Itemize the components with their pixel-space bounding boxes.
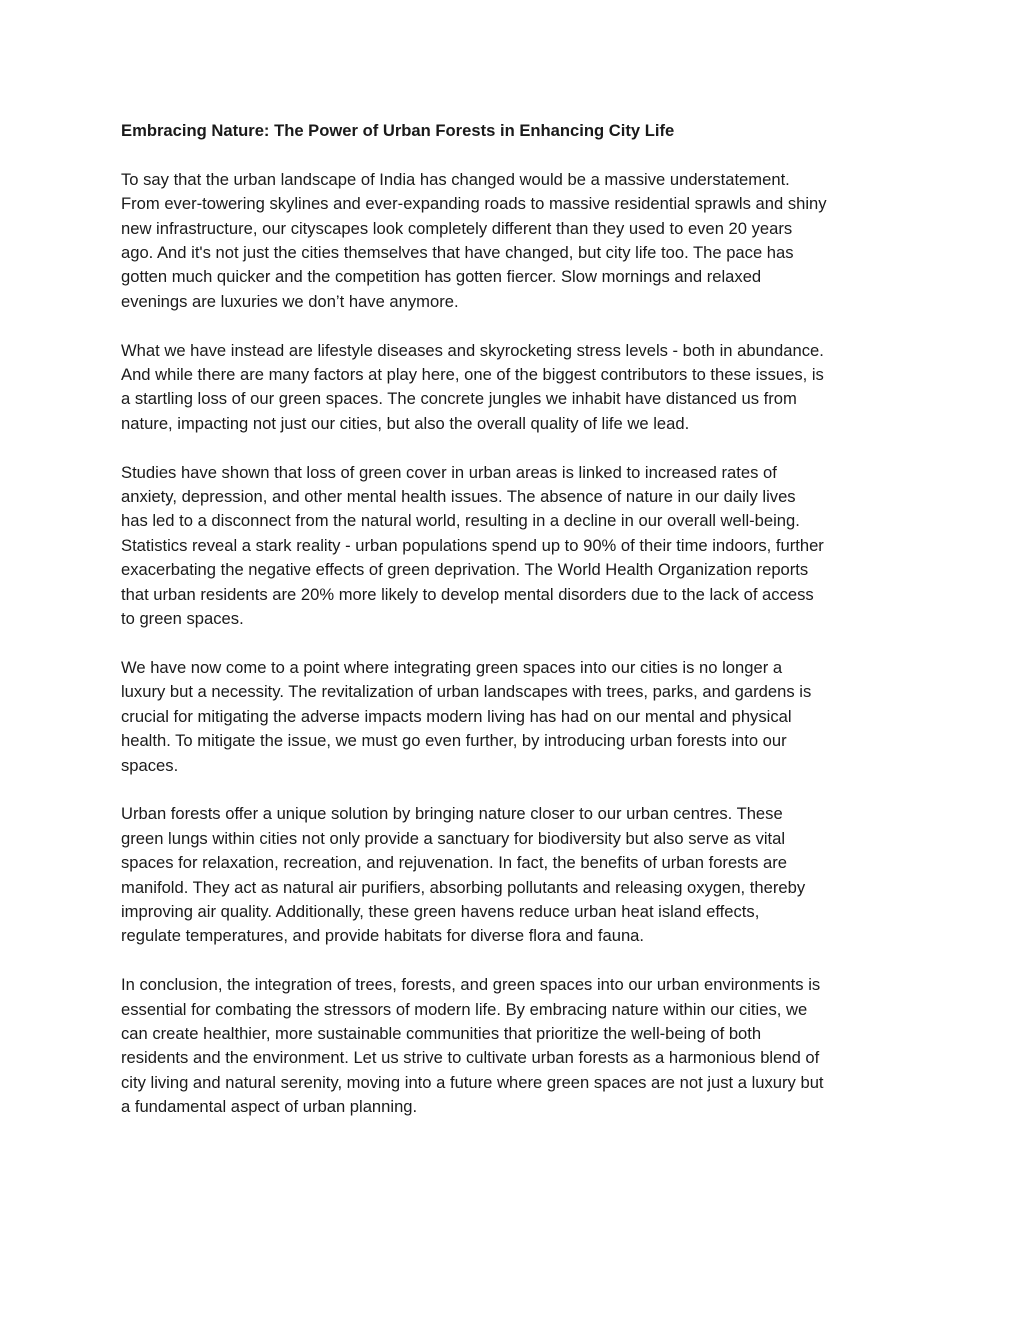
- paragraph-line: that urban residents are 20% more likely to develop mental disorders due to the lack of access: [121, 584, 814, 604]
- paragraph-line: spaces for relaxation, recreation, and rejuvenation. In fact, the benefits of urban forests are: [121, 853, 787, 873]
- paragraph-line: Statistics reveal a stark reality - urban populations spend up to 90% of their time indoors, further: [121, 535, 824, 555]
- paragraph-line: Urban forests offer a unique solution by bringing nature closer to our urban centres. These: [121, 804, 783, 824]
- paragraph-line: In conclusion, the integration of trees, forests, and green spaces into our urban environments is: [121, 975, 821, 995]
- document-title: Embracing Nature: The Power of Urban Forests in Enhancing City Life: [121, 121, 675, 140]
- document-page: [121, 119, 911, 1144]
- paragraph-line: nature, impacting not just our cities, but also the overall quality of life we lead.: [121, 413, 690, 433]
- body-paragraph: [121, 461, 911, 632]
- paragraph-line: evenings are luxuries we don’t have anymore.: [121, 291, 459, 311]
- document-body: [121, 168, 911, 1120]
- paragraph-line: Studies have shown that loss of green cover in urban areas is linked to increased rates of: [121, 462, 777, 482]
- paragraph-line: manifold. They act as natural air purifiers, absorbing pollutants and releasing oxygen, thereby: [121, 877, 806, 897]
- paragraph-line: a startling loss of our green spaces. The concrete jungles we inhabit have distanced us from: [121, 389, 797, 409]
- paragraph-line: We have now come to a point where integrating green spaces into our cities is no longer a: [121, 657, 783, 677]
- paragraph-line: anxiety, depression, and other mental health issues. The absence of nature in our daily lives: [121, 487, 796, 507]
- paragraph-line: regulate temperatures, and provide habitats for diverse flora and fauna.: [121, 926, 645, 946]
- body-paragraph: [121, 656, 911, 778]
- paragraph-line: To say that the urban landscape of India has changed would be a massive understatement.: [121, 169, 790, 189]
- paragraph-line: has led to a disconnect from the natural world, resulting in a decline in our overall well-being.: [121, 511, 800, 531]
- paragraph-line: And while there are many factors at play here, one of the biggest contributors to these issues, is: [121, 365, 824, 385]
- paragraph-line: new infrastructure, our cityscapes look completely different than they used to even 20 years: [121, 218, 793, 238]
- paragraph-line: What we have instead are lifestyle diseases and skyrocketing stress levels - both in abundance.: [121, 340, 824, 360]
- body-paragraph: [121, 168, 911, 314]
- paragraph-line: residents and the environment. Let us strive to cultivate urban forests as a harmonious blend of: [121, 1048, 820, 1068]
- paragraph-line: can create healthier, more sustainable communities that prioritize the well-being of both: [121, 1023, 762, 1043]
- paragraph-line: gotten much quicker and the competition has gotten fiercer. Slow mornings and relaxed: [121, 267, 762, 287]
- paragraph-line: spaces.: [121, 755, 179, 775]
- paragraph-line: luxury but a necessity. The revitalization of urban landscapes with trees, parks, and gardens is: [121, 682, 812, 702]
- paragraph-line: to green spaces.: [121, 609, 244, 629]
- paragraph-line: green lungs within cities not only provide a sanctuary for biodiversity but also serve as vital: [121, 828, 786, 848]
- body-paragraph: [121, 802, 911, 948]
- paragraph-line: From ever-towering skylines and ever-expanding roads to massive residential sprawls and shiny: [121, 194, 827, 214]
- paragraph-line: exacerbating the negative effects of green deprivation. The World Health Organization reports: [121, 560, 809, 580]
- paragraph-line: essential for combating the stressors of modern life. By embracing nature within our cities, we: [121, 999, 808, 1019]
- paragraph-line: ago. And it's not just the cities themselves that have changed, but city life too. The pace has: [121, 243, 794, 263]
- paragraph-line: improving air quality. Additionally, these green havens reduce urban heat island effects,: [121, 901, 760, 921]
- paragraph-line: crucial for mitigating the adverse impacts modern living has had on our mental and physical: [121, 706, 792, 726]
- body-paragraph: [121, 973, 911, 1119]
- paragraph-line: a fundamental aspect of urban planning.: [121, 1097, 418, 1117]
- body-paragraph: [121, 339, 911, 437]
- paragraph-line: city living and natural serenity, moving into a future where green spaces are not just a luxury but: [121, 1072, 824, 1092]
- paragraph-line: health. To mitigate the issue, we must go even further, by introducing urban forests into our: [121, 731, 787, 751]
